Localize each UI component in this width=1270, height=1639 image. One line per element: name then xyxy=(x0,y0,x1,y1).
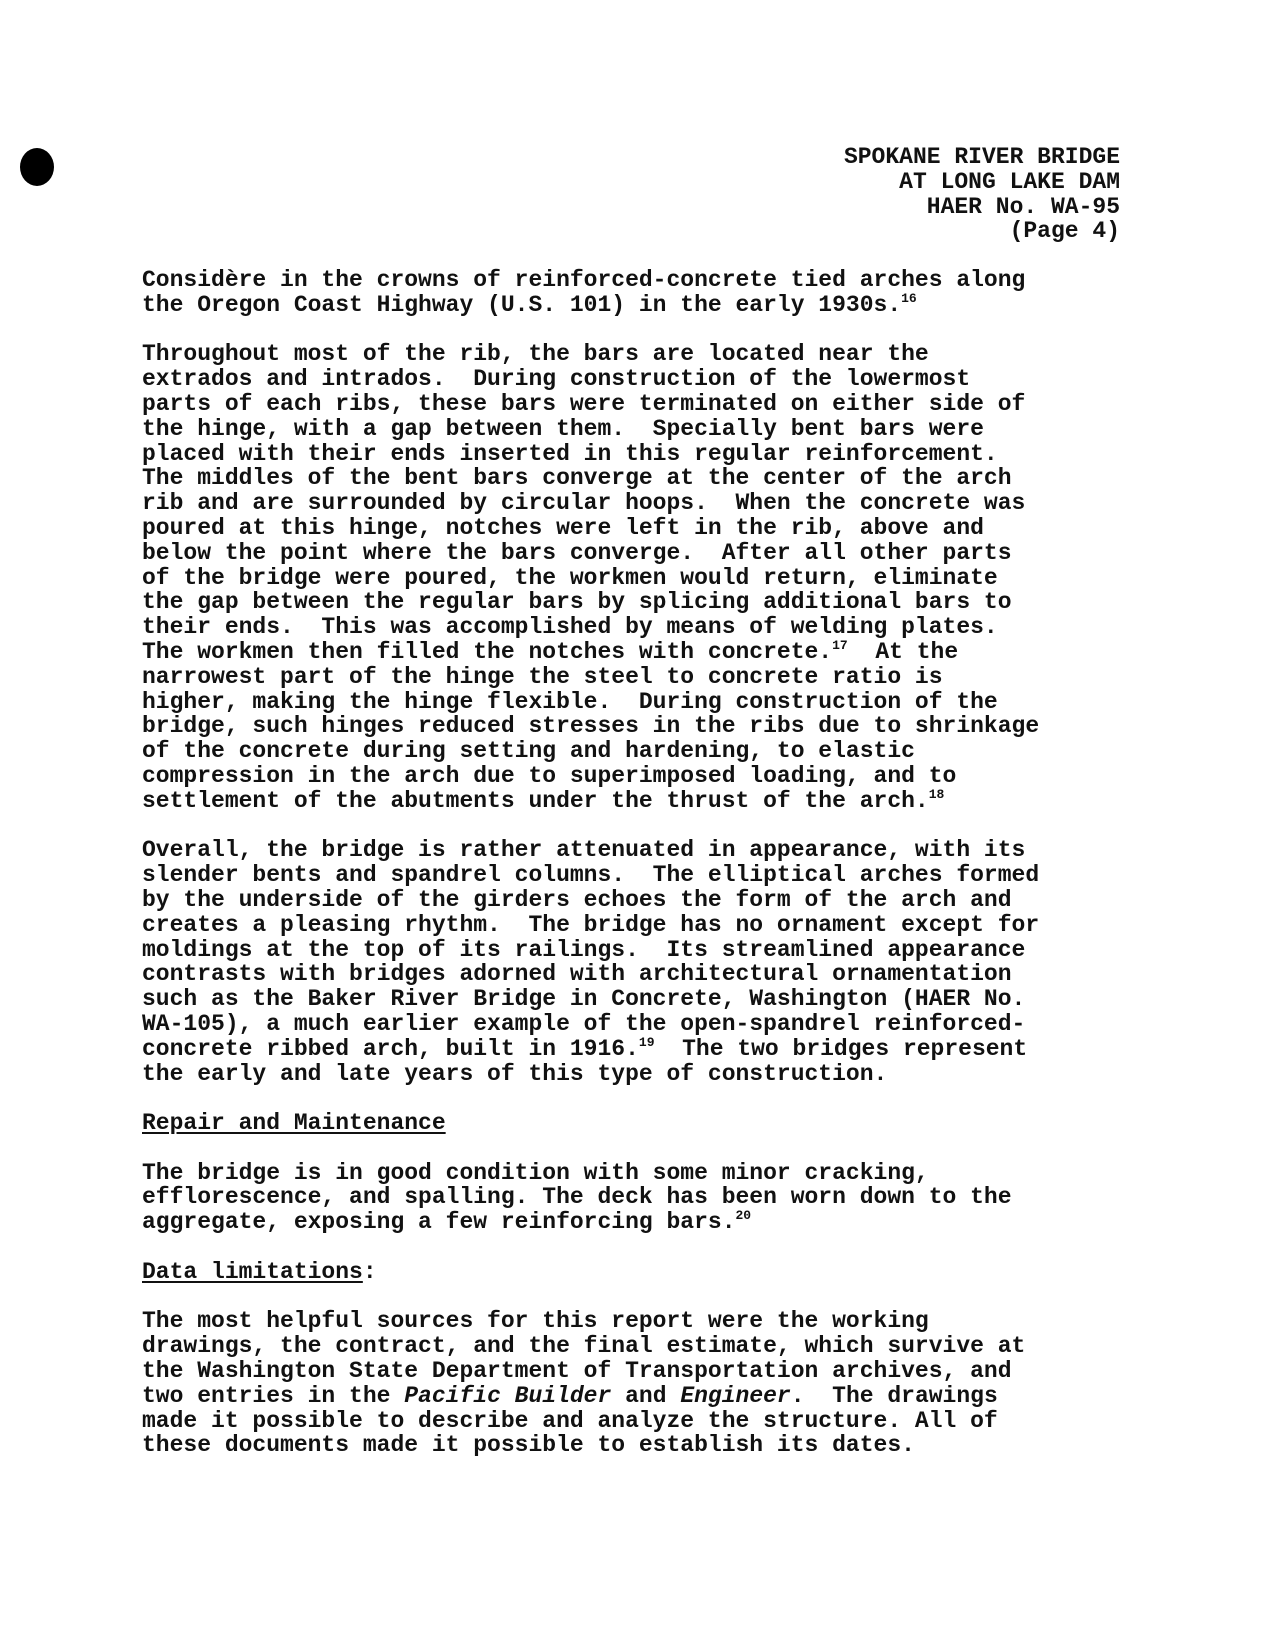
paragraph-sources xyxy=(142,1309,1142,1458)
text-line: the hinge, with a gap between them. Specially bent bars were xyxy=(142,415,984,442)
publication-title: Pacific Builder xyxy=(404,1382,612,1409)
text-line: WA-105), a much earlier example of the open-spandrel reinforced- xyxy=(142,1010,1026,1037)
text-line: The workmen then filled the notches with concrete.$^{17}$ At the xyxy=(142,637,959,665)
text-line: the early and late years of this type of construction. xyxy=(142,1060,888,1087)
text-line: creates a pleasing rhythm. The bridge has no ornament except for xyxy=(142,911,1040,938)
text-line: bridge, such hinges reduced stresses in the ribs due to shrinkage xyxy=(142,713,1040,740)
text-line: compression in the arch due to superimposed loading, and to xyxy=(142,762,957,789)
text-line: poured at this hinge, notches were left in the rib, above and xyxy=(142,514,984,541)
text-line: placed with their ends inserted in this regular reinforcement. xyxy=(142,440,998,467)
paragraph-condition xyxy=(142,1161,1142,1235)
punch-hole-mark xyxy=(20,148,54,186)
text-line: the gap between the regular bars by splicing additional bars to xyxy=(142,589,1012,616)
paragraph-appearance xyxy=(142,838,1142,1086)
footnote-ref: 20 xyxy=(735,1208,752,1224)
text-line: settlement of the abutments under the thrust of the arch.$^{18}$ xyxy=(142,786,945,814)
text-line: parts of each ribs, these bars were terminated on either side of xyxy=(142,390,1026,417)
footnote-ref: 18 xyxy=(928,786,945,802)
text-line: by the underside of the girders echoes the form of the arch and xyxy=(142,886,1012,913)
text-line: drawings, the contract, and the final estimate, which survive at xyxy=(142,1333,1026,1360)
text-line: The middles of the bent bars converge at the center of the arch xyxy=(142,465,1012,492)
text-line: Overall, the bridge is rather attenuated in appearance, with its xyxy=(142,837,1026,864)
text-line: narrowest part of the hinge the steel to concrete ratio is xyxy=(142,663,943,690)
footnote-ref: 19 xyxy=(638,1034,655,1050)
footnote-ref: 16 xyxy=(901,290,917,306)
text-line: The most helpful sources for this report were the working xyxy=(142,1308,929,1335)
header-subtitle: AT LONG LAKE DAM xyxy=(899,168,1120,195)
text-line: efflorescence, and spalling. The deck has been worn down to the xyxy=(142,1184,1012,1211)
text-line: rib and are surrounded by circular hoops. When the concrete was xyxy=(142,490,1026,517)
text-line: their ends. This was accomplished by means of welding plates. xyxy=(142,614,998,641)
text-line: extrados and intrados. During construction of the lowermost xyxy=(142,366,971,393)
text-line: The bridge is in good condition with some minor cracking, xyxy=(142,1159,929,1186)
text-line: Throughout most of the rib, the bars are located near the xyxy=(142,341,929,368)
publication-title: Engineer xyxy=(680,1382,791,1409)
paragraph-considere xyxy=(142,268,1142,318)
header-haer-number: HAER No. WA-95 xyxy=(926,193,1120,220)
text-line: Considère in the crowns of reinforced-concrete tied arches along xyxy=(142,267,1026,293)
paragraph-hinge-construction xyxy=(142,342,1142,813)
document-body xyxy=(142,268,1142,1483)
text-line: the Washington State Department of Transportation archives, and xyxy=(142,1358,1012,1385)
section-heading-repair: Repair and Maintenance xyxy=(142,1110,446,1137)
text-line: the Oregon Coast Highway (U.S. 101) in the early 1930s.$^{16}$ xyxy=(142,290,917,318)
text-line: contrasts with bridges adorned with architectural ornamentation xyxy=(142,961,1012,988)
text-line: two entries in the Pacific Builder and Engineer. The drawings xyxy=(142,1382,998,1409)
text-line: below the point where the bars converge. After all other parts xyxy=(142,539,1012,566)
text-line: of the concrete during setting and hardening, to elastic xyxy=(142,738,915,765)
footnote-ref: 17 xyxy=(832,637,848,653)
text-line: slender bents and spandrel columns. The elliptical arches formed xyxy=(142,862,1040,889)
text-line: higher, making the hinge flexible. During construction of the xyxy=(142,688,998,715)
text-line: of the bridge were poured, the workmen would return, eliminate xyxy=(142,564,998,591)
text-line: made it possible to describe and analyze the structure. All of xyxy=(142,1407,998,1434)
text-line: concrete ribbed arch, built in 1916.19 The two bridges represent xyxy=(142,1034,1028,1062)
header-title: SPOKANE RIVER BRIDGE xyxy=(843,144,1120,170)
text-line: such as the Baker River Bridge in Concrete, Washington (HAER No. xyxy=(142,986,1026,1013)
text-line: moldings at the top of its railings. Its streamlined appearance xyxy=(142,936,1026,963)
section-heading-data-limitations: Data limitations: xyxy=(142,1258,377,1285)
text-line: aggregate, exposing a few reinforcing bars.$^{20}$ xyxy=(142,1208,752,1236)
header-page-number: (Page 4) xyxy=(1009,218,1120,245)
text-line: these documents made it possible to establish its dates. xyxy=(142,1432,915,1459)
page-header xyxy=(844,145,1120,244)
